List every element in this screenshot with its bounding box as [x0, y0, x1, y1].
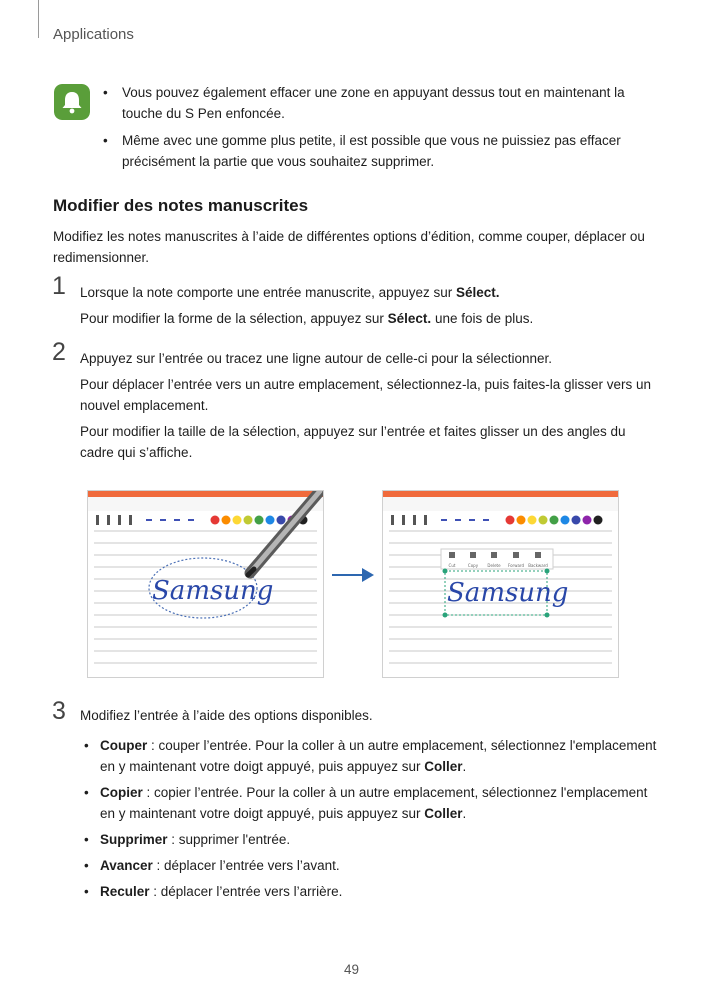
- arrow-right-icon: [330, 565, 376, 585]
- step-1-line-2: Pour modifier la forme de la sélection, appuyez sur Sélect. une fois de plus.: [80, 311, 534, 326]
- screenshot-before: [87, 490, 324, 678]
- option-item: • Couper : couper l’entrée. Pour la coller à un autre emplacement, sélectionnez l'emplacement en y maintenant votre doigt appuyé, puis appuyez sur Coller.: [84, 738, 657, 774]
- note-item: • Vous pouvez également effacer une zone en appuyant dessus tout en maintenant la touche du S Pen enfoncée.: [103, 85, 625, 121]
- step-2-line-1: Appuyez sur l’entrée ou tracez une ligne autour de celle-ci pour la sélectionner.: [80, 351, 553, 366]
- step-number: 1: [52, 272, 66, 300]
- section-intro: Modifiez les notes manuscrites à l’aide de différentes options d’édition, comme couper, déplacer ou redimensionner.: [53, 229, 645, 265]
- step-number: 2: [52, 338, 66, 366]
- step-1-line-1: Lorsque la note comporte une entrée manuscrite, appuyez sur Sélect.: [80, 285, 500, 300]
- note-item: • Même avec une gomme plus petite, il est possible que vous ne puissiez pas effacer précisément la partie que vous souhaitez supprimer.: [103, 133, 621, 169]
- handwriting-after: Samsung: [447, 578, 569, 608]
- option-item: • Supprimer : supprimer l'entrée.: [84, 832, 291, 847]
- svg-text:Delete: Delete: [487, 563, 501, 568]
- svg-text:Forward: Forward: [507, 563, 525, 568]
- header-rule: [38, 0, 39, 38]
- option-item: • Reculer : déplacer l’entrée vers l’arrière.: [84, 884, 343, 899]
- step-number: 3: [52, 697, 66, 725]
- option-item: • Copier : copier l’entrée. Pour la coller à un autre emplacement, sélectionnez l'emplacement en y maintenant votre doigt appuyé, puis appuyez sur Coller.: [84, 785, 648, 821]
- step-3-line-1: Modifiez l’entrée à l’aide des options disponibles.: [80, 708, 373, 723]
- section-header: Applications: [53, 26, 134, 43]
- svg-text:Copy: Copy: [467, 563, 479, 568]
- options-list: [83, 735, 658, 907]
- step-2-line-2: Pour déplacer l’entrée vers un autre emplacement, sélectionnez-la, puis faites-la glisser vers un nouvel emplacement.: [80, 377, 652, 413]
- svg-text:Backward: Backward: [528, 563, 548, 568]
- page-number: 49: [343, 962, 360, 977]
- screenshot-after: [382, 490, 619, 678]
- step-2-line-3: Pour modifier la taille de la sélection, appuyez sur l’entrée et faites glisser un des angles du cadre qui s’affiche.: [80, 424, 626, 460]
- section-title: Modifier des notes manuscrites: [53, 196, 309, 215]
- option-item: • Avancer : déplacer l’entrée vers l’avant.: [84, 858, 340, 873]
- note-list: [100, 82, 660, 178]
- svg-text:Cut: Cut: [448, 563, 456, 568]
- bell-icon: [54, 84, 90, 120]
- handwriting-before: Samsung: [152, 576, 274, 606]
